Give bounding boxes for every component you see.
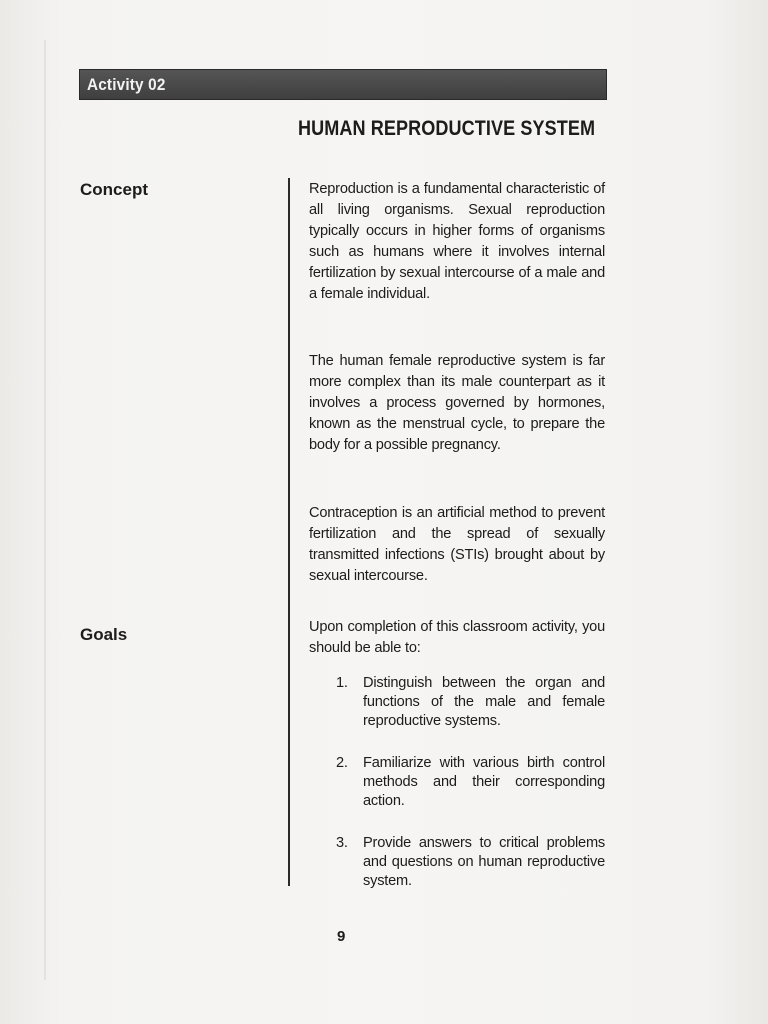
goal-number: 1. (336, 675, 348, 691)
goal-text: Provide answers to critical problems and questions on human reproductive system. (363, 835, 605, 889)
activity-label: Activity 02 (87, 75, 166, 94)
goals-heading: Goals (80, 625, 128, 644)
goals-intro: Upon completion of this classroom activity, you should be able to: (309, 619, 605, 656)
concept-paragraph-1: Reproduction is a fundamental characteristic of all living organisms. Sexual reproduction typically occurs in higher forms of organisms such as humans where it involves internal fertilization by sexual intercourse of a male and a female individual. (309, 181, 605, 302)
goal-number: 2. (336, 755, 348, 771)
goals-list (336, 674, 605, 891)
concept-heading: Concept (80, 180, 148, 199)
concept-paragraph-2: The human female reproductive system is far more complex than its male counterpart as it involves a process governed by hormones, known as the menstrual cycle, to prepare the body for a possible pregnancy. (309, 353, 605, 453)
page-title: HUMAN REPRODUCTIVE SYSTEM (298, 117, 596, 140)
goal-item (336, 754, 605, 811)
concept-paragraph-3: Contraception is an artificial method to prevent fertilization and the spread of sexually transmitted infections (STIs) brought about by sexual intercourse. (309, 505, 605, 584)
page-edge-shadow (44, 40, 46, 980)
goal-item (336, 834, 605, 891)
column-divider (288, 178, 290, 886)
activity-banner (79, 69, 607, 100)
page-number: 9 (337, 928, 346, 945)
goal-number: 3. (336, 835, 348, 851)
goal-item (336, 674, 605, 731)
goal-text: Familiarize with various birth control methods and their corresponding action. (363, 755, 605, 809)
goal-text: Distinguish between the organ and functions of the male and female reproductive systems. (363, 675, 605, 729)
